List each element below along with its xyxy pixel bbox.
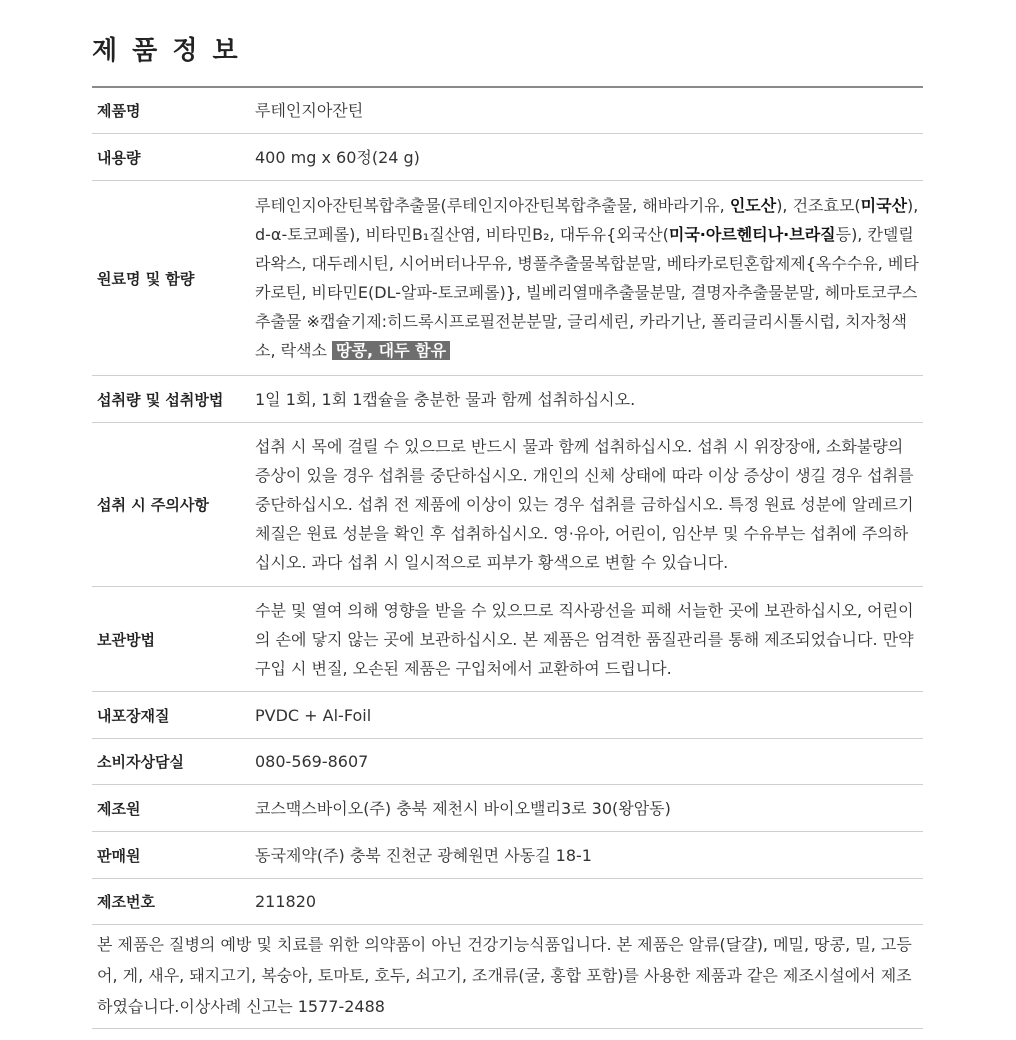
row-label: 원료명 및 함량: [97, 269, 195, 288]
page-title: 제 품 정 보: [92, 36, 241, 66]
row-label: 내포장재질: [97, 706, 170, 725]
row-label: 보관방법: [97, 630, 155, 649]
row-value: PVDC + Al-Foil: [255, 705, 372, 725]
row-value: 동국제약(주) 충북 진천군 광혜원면 사동길 18-1: [255, 845, 592, 865]
row-value: [255, 181, 923, 375]
ingredients-part: 루테인지아잔틴복합추출물(루테인지아잔틴복합추출물, 해바라기유,: [255, 196, 730, 215]
ingredients-text: [255, 191, 919, 365]
row-label: 소비자상담실: [97, 753, 184, 771]
row-ingredients: [92, 181, 923, 376]
ingredients-part: ), d-α-토코페롤), 비타민B₁질산염, 비타민B₂, 대두유{외국산(: [255, 196, 919, 244]
row-manufacturer: [92, 785, 923, 832]
row-label: 섭취량 및 섭취방법: [97, 390, 224, 409]
row-seller: [92, 832, 923, 879]
allergen-badge: 땅콩, 대두 함유: [332, 341, 450, 360]
row-value: 400 mg x 60정(24 g): [255, 147, 420, 167]
row-value: 수분 및 열여 의해 영향을 받을 수 있으므로 직사광선을 피해 서늘한 곳에 보관하십시오, 어린이의 손에 닿지 않는 곳에 보관하십시오. 본 제품은 엄격한 품질관리를 통해 제조되었습니다. 만약 구입 시 변질, 오손된 제품은 구입처에서 교환하여 드립니다.: [255, 600, 914, 678]
row-packaging: [92, 692, 923, 739]
row-storage: [92, 587, 923, 692]
row-label: 내용량: [97, 148, 141, 167]
row-lot-number: [92, 879, 923, 925]
origin-highlight: 미국산: [860, 196, 908, 215]
product-info-table: [92, 86, 923, 925]
row-label: 제조원: [97, 799, 141, 818]
row-label: 판매원: [97, 846, 141, 865]
ingredients-part: ), 건조효모(: [776, 196, 861, 215]
row-label: 제조번호: [97, 893, 155, 911]
row-value: 코스맥스바이오(주) 충북 제천시 바이오밸리3로 30(왕암동): [255, 798, 671, 818]
row-product-name: [92, 88, 923, 134]
row-label: 섭취 시 주의사항: [97, 496, 209, 514]
row-consumer-center: [92, 739, 923, 785]
row-content: [92, 134, 923, 181]
ingredients-part: 등), 칸델릴라왁스, 대두레시틴, 시어버터나무유, 병풀추출물복합분말, 베타카로틴혼합제제{옥수수유, 베타카로틴, 비타민E(DL-알파-토코페롤)}, 빌베리열매추출물분말, 결명자추출물분말, 헤마토코쿠스추출물 ※캡슐기제:히드록시프로필전분분말, 글리세린, 카라기난, 폴리글리시톨시럽, 치자청색소, 락색소: [255, 225, 919, 360]
row-value: 섭취 시 목에 걸릴 수 있으므로 반드시 물과 함께 섭취하십시오. 섭취 시 위장장애, 소화불량의 증상이 있을 경우 섭취를 중단하십시오. 개인의 신체 상태에 따라 이상 증상이 생길 경우 섭취를 중단하십시오. 섭취 전 제품에 이상이 있는 경우 섭취를 금하십시오. 특정 원료 성분에 알레르기 체질은 원료 성분을 확인 후 섭취하십시오. 영·유아, 어린이, 임산부 및 수유부는 섭취에 주의하십시오. 과다 섭취 시 일시적으로 피부가 황색으로 변할 수 있습니다.: [255, 437, 914, 572]
origin-highlight: 미국·아르헨티나·브라질: [668, 225, 836, 244]
row-caution: [92, 423, 923, 587]
origin-highlight: 인도산: [729, 196, 777, 215]
row-intake: [92, 376, 923, 423]
health-food-notice: 본 제품은 질병의 예방 및 치료를 위한 의약품이 아닌 건강기능식품입니다. 본 제품은 알류(달걀), 메밀, 땅콩, 밀, 고등어, 게, 새우, 돼지고기, 복숭아, 토마토, 호두, 쇠고기, 조개류(굴, 홍합 포함)를 사용한 제품과 같은 제조시설에서 제조하였습니다.이상사례 신고는 1577-2488: [92, 927, 923, 1029]
row-label: 제품명: [97, 102, 141, 120]
row-value: 080-569-8607: [255, 752, 369, 771]
row-value: 1일 1회, 1회 1캡슐을 충분한 물과 함께 섭취하십시오.: [255, 389, 636, 409]
row-value: 루테인지아잔틴: [255, 101, 364, 120]
row-value: 211820: [255, 892, 317, 911]
